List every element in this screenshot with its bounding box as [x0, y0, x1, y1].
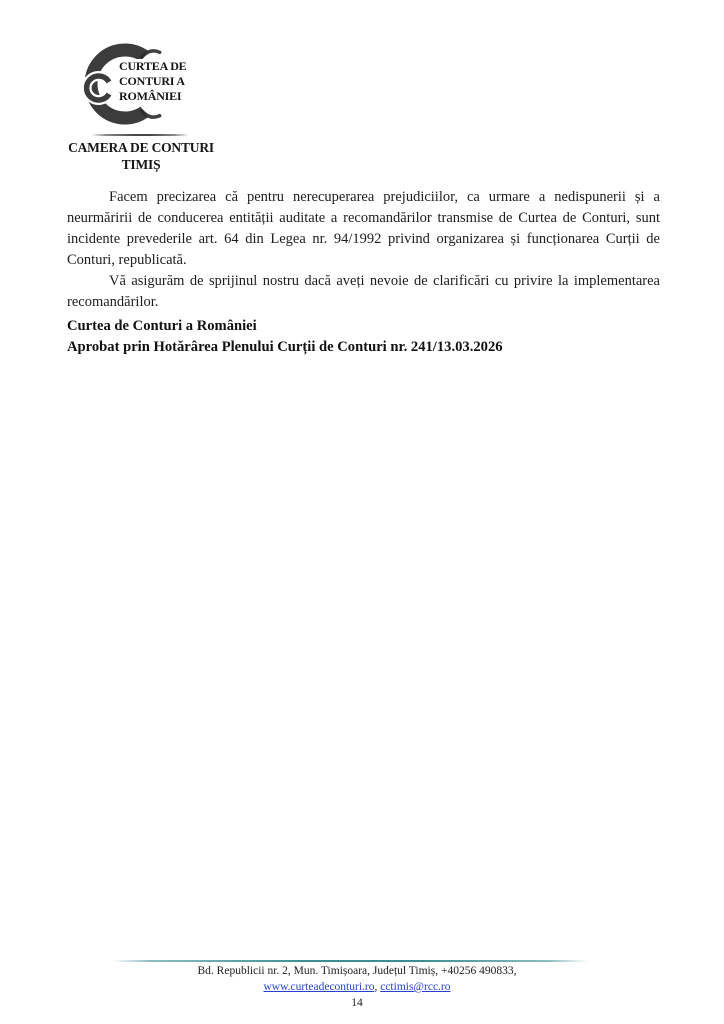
website-link[interactable]: www.curteadeconturi.ro [263, 981, 375, 993]
logo-line-2: CONTURI A [119, 74, 185, 88]
footer-address: Bd. Republicii nr. 2, Mun. Timișoara, Județul Timiș, +40256 490833, [197, 965, 517, 977]
logo-line-3: ROMÂNIEI [119, 89, 182, 103]
court-logo-wordmark [117, 59, 188, 104]
document-body [67, 187, 660, 313]
chamber-line-1: CAMERA DE CONTURI [68, 140, 214, 155]
footer-divider [112, 960, 588, 962]
chamber-line-2: TIMIȘ [121, 157, 161, 172]
email-link[interactable]: cctimis@rcc.ro [380, 981, 451, 993]
logo-divider [91, 134, 189, 136]
page-number: 14 [351, 997, 363, 1009]
footer-links [95, 979, 619, 995]
approval-institution: Curtea de Conturi a României [67, 318, 257, 334]
logo-line-1: CURTEA DE [119, 59, 187, 73]
approval-decision: Aprobat prin Hotărârea Plenului Curții de Conturi nr. 241/13.03.2026 [67, 339, 503, 355]
paragraph-support-offer: Vă asigurăm de sprijinul nostru dacă aveți nevoie de clarificări cu privire la implementarea recomandărilor. [67, 273, 660, 310]
chamber-title [52, 139, 230, 173]
footer-link-separator: , [374, 981, 381, 993]
approval-block [67, 316, 503, 358]
paragraph-legal-notice: Facem precizarea că pentru nerecuperarea prejudiciilor, ca urmare a nedispunerii și a neurmăririi de conducerea entității auditate a recomandărilor transmise de Curtea de Conturi, sunt incidente prevederile art. 64 din Legea nr. 94/1992 privind organizarea și funcționarea Curții de Conturi, republicată. [67, 189, 660, 268]
